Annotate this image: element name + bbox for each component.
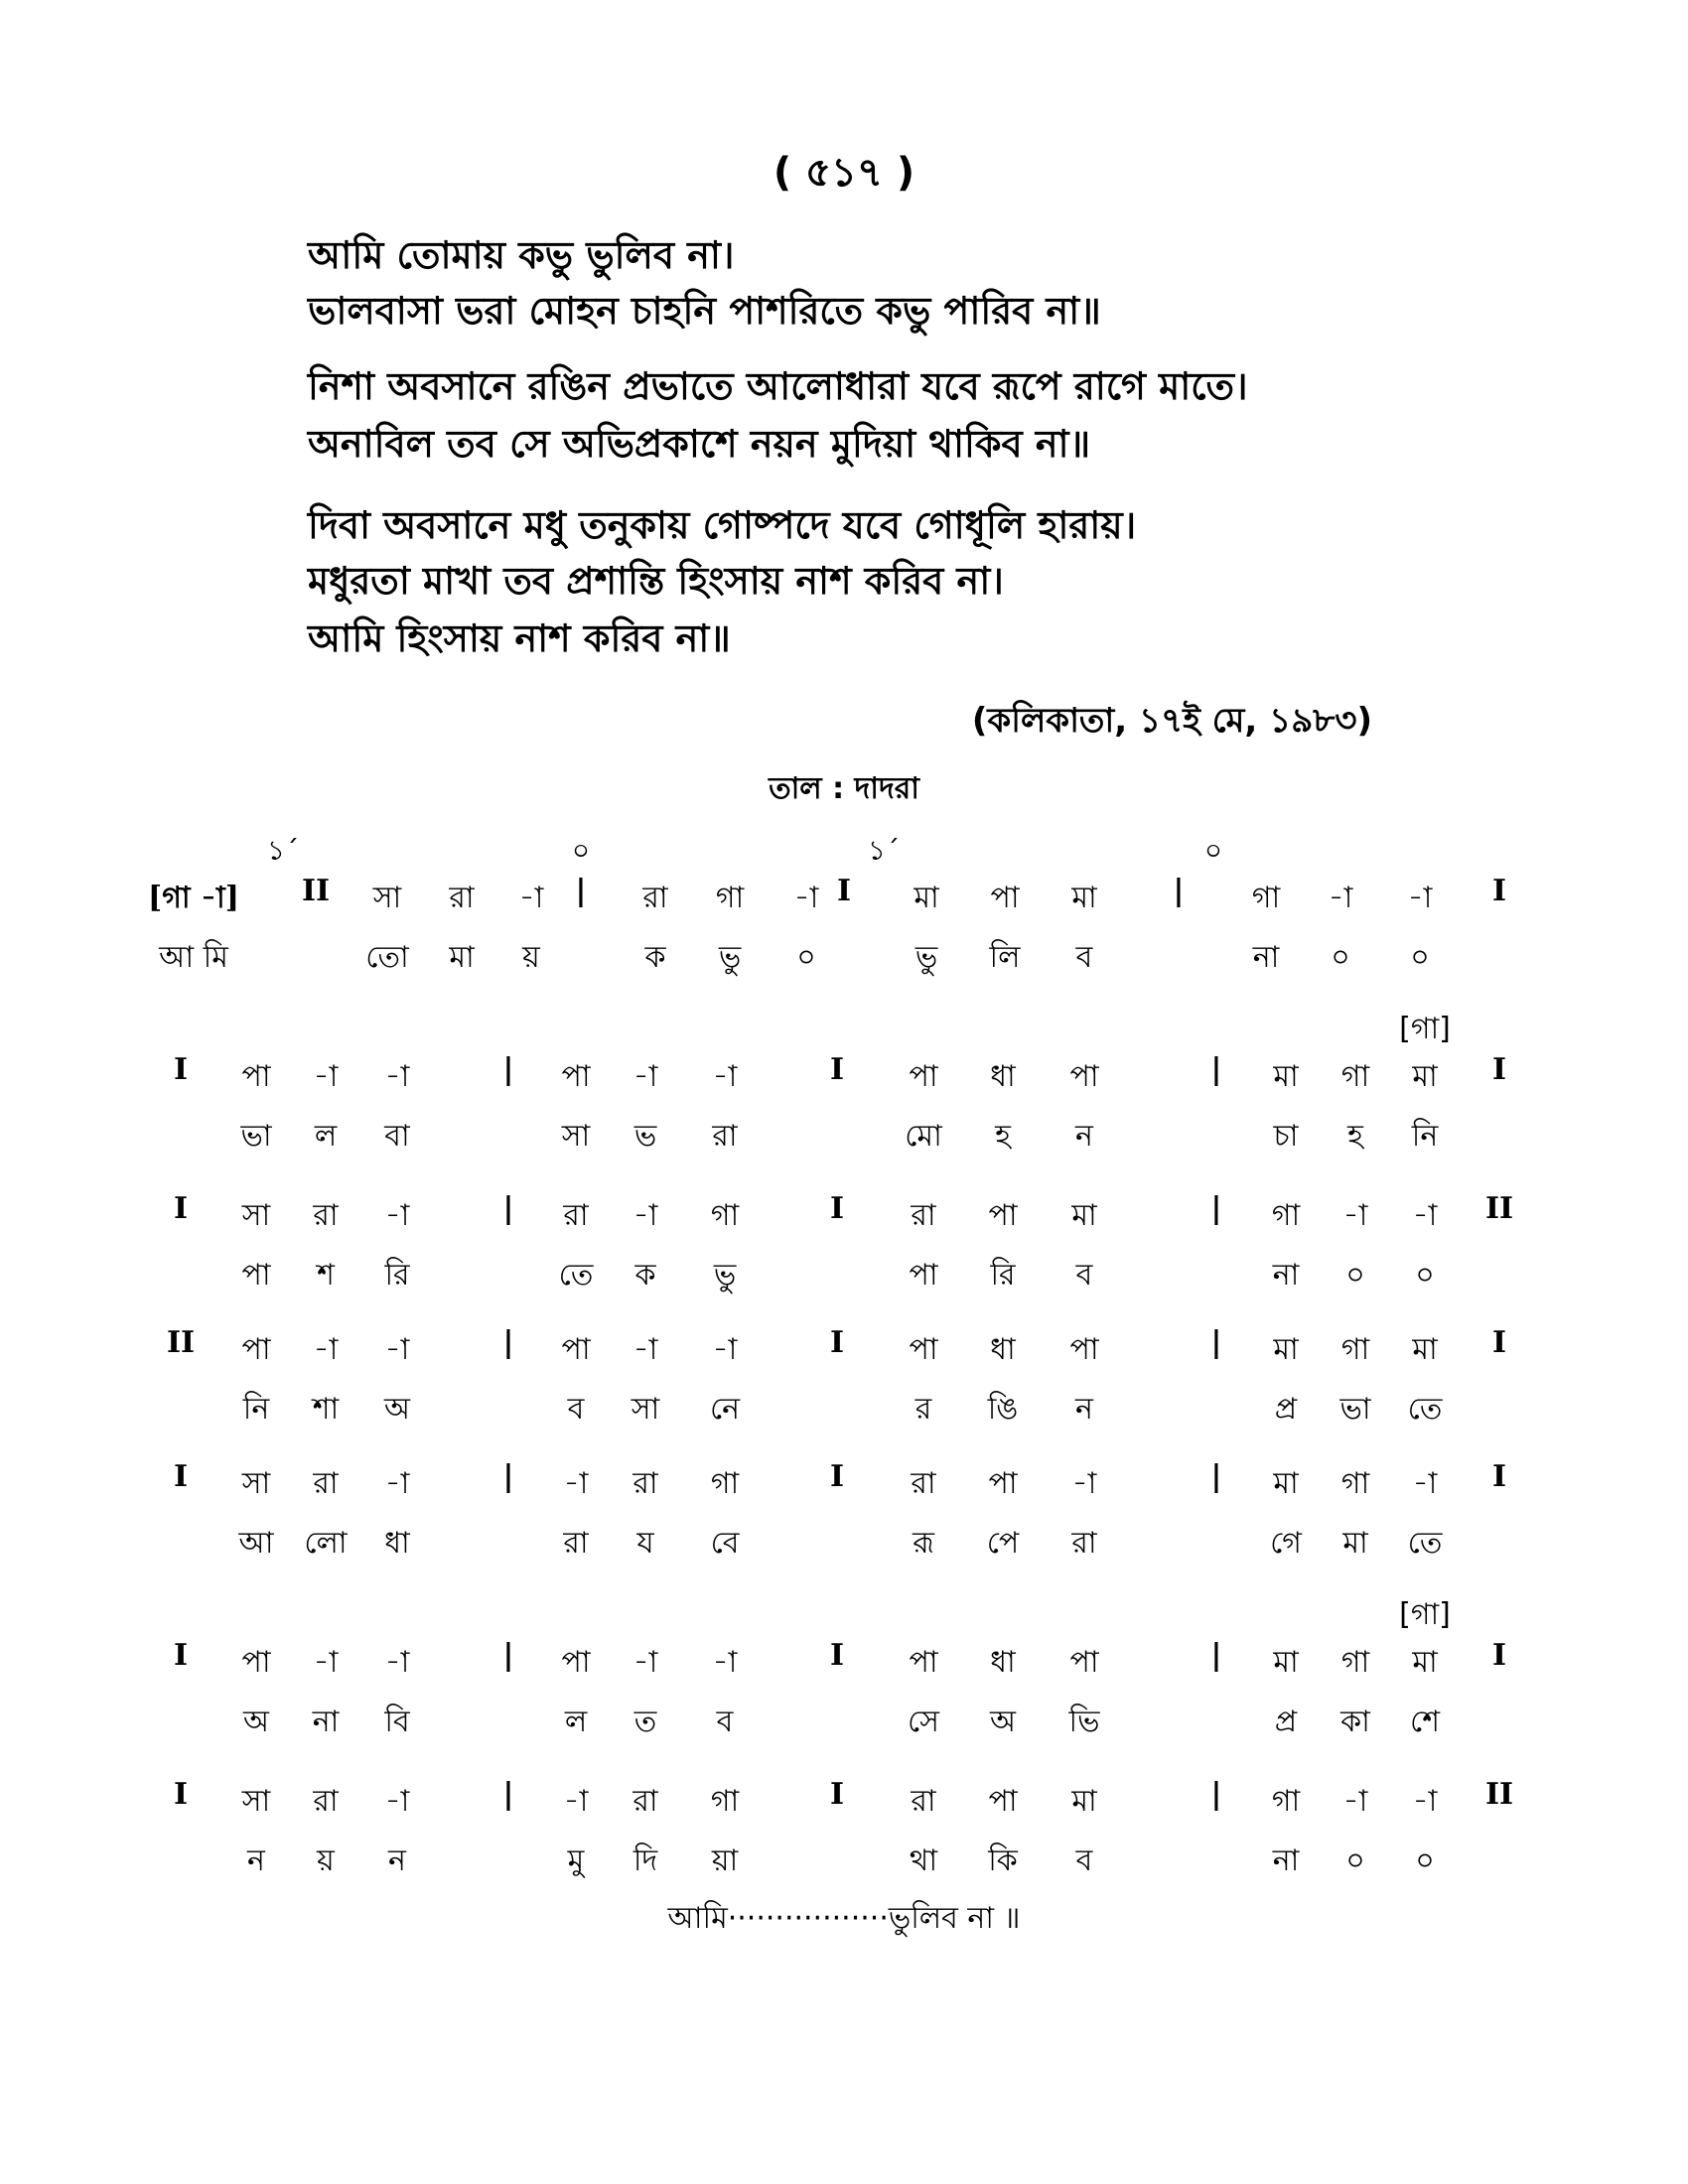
lyric-syllable: নে [709,1392,741,1427]
swara-note: রা [633,1466,658,1501]
closing-line [0,1894,1688,1945]
swara-note: -া [1342,1784,1368,1819]
bar-line: | [502,1325,514,1360]
bar-line: I [173,1638,189,1673]
lyric-syllable: সে [908,1705,939,1739]
swara-note: গা [715,881,745,915]
lyric-syllable: ভি [1068,1705,1100,1739]
lyric-syllable: ন [388,1843,406,1878]
swara-note: -া [633,1332,658,1367]
lyric-syllable: অ [990,1705,1016,1739]
lyric-syllable: ভা [240,1119,272,1154]
swara-note: মা [1273,1645,1299,1680]
lyric-syllable: শ [317,1258,335,1293]
lyric-syllable: সা [631,1392,660,1427]
swara-note: -া [793,881,819,915]
swara-note: গা [1271,1198,1301,1233]
lyric-syllable: প্র [1274,1392,1298,1427]
swara-note: -া [1071,1466,1097,1501]
bar-line: I [836,874,852,908]
lyric-syllable: না [1272,1258,1300,1293]
lyric-syllable: থা [909,1843,938,1878]
swara-note: গা [710,1466,740,1501]
swara-note: মা [1273,1059,1299,1094]
lyric-syllable: ০ [1415,1258,1435,1293]
lyric-syllable: কি [988,1843,1018,1878]
swara-note: গা [710,1784,740,1819]
swara-note: -া [384,1059,410,1094]
lyric-syllable: ব [1075,1843,1093,1878]
lyric-syllable: আ মি [159,940,228,975]
lyric-syllable: ভ [633,1119,657,1154]
lyric-syllable: ০ [1331,940,1350,975]
lyric-syllable: ব [1075,1258,1093,1293]
swara-note: মা [1273,1332,1299,1367]
lyric-syllable: নি [1411,1119,1439,1154]
lyric-syllable: ০ [1345,1258,1365,1293]
swara-note: রা [313,1198,339,1233]
beat-mark: ০ [571,834,591,867]
lyric-syllable: মা [1342,1526,1368,1561]
song-line: আমি তোমায় কভু ভুলিব না। [308,233,735,277]
swara-note: রা [313,1784,339,1819]
swara-note: পা [561,1059,591,1094]
lyric-syllable: মা [449,940,475,975]
swara-note: ধা [990,1059,1016,1094]
lyric-syllable: ভু [713,1258,737,1293]
swara-note: -া [563,1466,589,1501]
swara-note: গা [1251,881,1281,915]
swara-note: -া [1328,881,1353,915]
swara-note: রা [911,1784,936,1819]
swara-note: -া [712,1332,738,1367]
bar-line: II [301,874,331,908]
lyric-syllable: ০ [1345,1843,1365,1878]
swara-note: পা [988,1466,1018,1501]
swara-note: সা [241,1784,271,1819]
bar-line: I [1491,1459,1507,1494]
bar-line: I [829,1777,845,1812]
lyric-syllable: ন [1075,1119,1093,1154]
bar-line: | [1210,1638,1222,1673]
swara-note: -া [313,1332,339,1367]
swara-note: গা [1340,1466,1370,1501]
bar-line: I [1491,1325,1507,1360]
swara-note: -া [563,1784,589,1819]
swara-note: -া [712,1645,738,1680]
swara-note: -া [633,1645,658,1680]
attribution: (কলিকাতা, ১৭ই মে, ১৯৮৩) [971,701,1372,741]
swara-note: পা [241,1059,271,1094]
song-line: দিবা অবসানে মধু তনুকায় গোষ্পদে যবে গোধূলি হারায়। [308,503,1137,547]
song-line: মধুরতা মাখা তব প্রশান্তি হিংসায় নাশ করিব না। [308,559,1004,603]
bar-line: I [829,1325,845,1360]
lyric-syllable: রা [563,1526,589,1561]
lyric-syllable: ব [1075,940,1093,975]
lyric-syllable: না [1272,1843,1300,1878]
lyric-syllable: দি [633,1843,658,1878]
swara-note: পা [909,1332,938,1367]
bar-line: I [173,1459,189,1494]
lyric-syllable: শা [312,1392,340,1427]
swara-note: রা [449,881,475,915]
lyric-syllable: পে [986,1526,1020,1561]
lyric-syllable: ন [1075,1392,1093,1427]
lyric-syllable: রা [1071,1526,1097,1561]
lyric-syllable: চা [1273,1119,1299,1154]
bar-line: | [502,1459,514,1494]
bar-line: | [1173,874,1185,908]
bar-line: | [1210,1052,1222,1087]
lyric-syllable: ভা [1339,1392,1371,1427]
lyric-syllable: সা [561,1119,591,1154]
lyric-syllable: ভু [914,940,938,975]
swara-note: পা [241,1332,271,1367]
swara-note: ধা [990,1332,1016,1367]
swara-note: পা [1069,1645,1099,1680]
lyric-syllable: মো [905,1119,942,1154]
swara-note: রা [633,1784,658,1819]
swara-note: মা [1071,1784,1097,1819]
bar-line: I [829,1052,845,1087]
lyric-syllable: পা [241,1258,271,1293]
swara-note: ধা [990,1645,1016,1680]
lyric-syllable: য়া [711,1843,739,1878]
swara-note: পা [1069,1059,1099,1094]
lyric-syllable: ধা [384,1526,410,1561]
lyric-syllable: রা [712,1119,738,1154]
lyric-syllable: রূ [913,1526,934,1561]
swara-note: -া [313,1059,339,1094]
swara-note: -া [1407,881,1433,915]
bar-line: I [1491,1052,1507,1087]
beat-mark: ০ [1203,834,1223,867]
lyric-syllable: ত [633,1705,657,1739]
swara-note: -া [384,1332,410,1367]
swara-note: মা [914,881,939,915]
lyric-syllable: শে [1410,1705,1440,1739]
lyric-syllable: রি [384,1258,410,1293]
bar-line: II [1484,1191,1514,1226]
lyric-syllable: বি [384,1705,410,1739]
closing-end: ভুলিব না ॥ [888,1901,1021,1936]
bar-line: | [1210,1777,1222,1812]
bar-line: | [502,1638,514,1673]
lyric-syllable: ০ [1415,1843,1435,1878]
swara-annotation: [গা] [1399,1597,1451,1632]
song-line: ভালবাসা ভরা মোহন চাহনি পাশরিতে কভু পারিব না॥ [308,289,1101,333]
lyric-syllable: প্র [1274,1705,1298,1739]
closing-dots: ················· [727,1901,889,1936]
lyric-syllable: তে [1407,1392,1443,1427]
swara-note: মা [1412,1645,1438,1680]
bar-line: I [173,1777,189,1812]
swara-note: পা [990,881,1020,915]
swara-note: পা [1069,1332,1099,1367]
swara-note: পা [909,1645,938,1680]
bar-line: I [829,1459,845,1494]
lyric-syllable: ল [314,1119,338,1154]
lyric-syllable: য় [522,940,540,975]
swara-note: -া [1412,1198,1438,1233]
swara-note: পা [561,1645,591,1680]
lyric-syllable: তে [1407,1526,1443,1561]
swara-note: রা [563,1198,589,1233]
lyric-syllable: ০ [796,940,816,975]
lyric-syllable: রি [990,1258,1016,1293]
bar-line: I [173,1052,189,1087]
bar-line: | [502,1052,514,1087]
swara-note: -া [384,1645,410,1680]
bar-line: | [1210,1325,1222,1360]
swara-note: -া [1412,1466,1438,1501]
lyric-syllable: ঙি [987,1392,1019,1427]
bar-line: II [166,1325,196,1360]
lyric-syllable: অ [243,1705,269,1739]
swara-note: গা [1271,1784,1301,1819]
lyric-syllable: বা [384,1119,410,1154]
swara-note: -া [518,881,544,915]
taal-heading: তাল : দাদরা [769,771,919,806]
swara-note: -া [1412,1784,1438,1819]
bar-line: | [502,1777,514,1812]
swara-note: রা [911,1466,936,1501]
swara-note: সা [241,1466,271,1501]
lyric-syllable: না [1252,940,1280,975]
closing-start: আমি [667,1901,728,1936]
bar-line: | [575,874,587,908]
swara-note: সা [372,881,402,915]
lyric-syllable: না [312,1705,340,1739]
swara-note: -া [313,1645,339,1680]
swara-note: গা [1340,1059,1370,1094]
bar-line: I [1491,1638,1507,1673]
swara-note: গা [1340,1645,1370,1680]
lyric-syllable: য [636,1526,654,1561]
swara-note: -া [712,1059,738,1094]
swara-note: পা [988,1198,1018,1233]
swara-note: রা [642,881,668,915]
lyric-syllable: হ [995,1119,1011,1154]
swara-note: -া [384,1466,410,1501]
bar-line: | [502,1191,514,1226]
swara-note: -া [633,1059,658,1094]
bar-line: I [829,1638,845,1673]
lyric-syllable: তে [558,1258,594,1293]
swara-note: পা [909,1059,938,1094]
swara-note: গা [710,1198,740,1233]
lyric-syllable: য় [317,1843,335,1878]
swara-note: সা [241,1198,271,1233]
bar-line: I [1491,874,1507,908]
lyric-syllable: গে [1270,1526,1302,1561]
swara-note: গা [1340,1332,1370,1367]
bar-line: | [1210,1459,1222,1494]
bar-line: II [1484,1777,1514,1812]
lyric-syllable: পা [909,1258,938,1293]
lyric-syllable: হ [1347,1119,1363,1154]
swara-note: মা [1071,881,1097,915]
swara-note: -া [384,1198,410,1233]
lyric-syllable: অ [384,1392,410,1427]
lyric-syllable: ক [634,1258,656,1293]
lyric-syllable: বে [710,1526,740,1561]
lyric-syllable: কা [1340,1705,1370,1739]
swara-note: পা [561,1332,591,1367]
lyric-syllable: ব [567,1392,585,1427]
lyric-syllable: লি [989,940,1021,975]
swara-note: মা [1412,1059,1438,1094]
lyric-syllable: তো [365,940,409,975]
swara-note: পা [988,1784,1018,1819]
swara-note: -া [1342,1198,1368,1233]
bar-line: | [1210,1191,1222,1226]
swara-note: -া [633,1198,658,1233]
lyric-syllable: র [914,1392,932,1427]
swara-note: রা [911,1198,936,1233]
lyric-syllable: লো [304,1526,348,1561]
beat-mark: ১´ [266,834,300,867]
swara-note: মা [1071,1198,1097,1233]
bar-line: I [829,1191,845,1226]
lyric-syllable: ব [716,1705,734,1739]
lyric-syllable: ন [247,1843,265,1878]
song-line: আমি হিংসায় নাশ করিব না॥ [308,616,731,660]
song-line: অনাবিল তব সে অভিপ্রকাশে নয়ন মুদিয়া থাকিব না॥ [308,422,1091,466]
beat-mark: ১´ [867,834,901,867]
lyric-syllable: আ [238,1526,274,1561]
lyric-syllable: ০ [1410,940,1430,975]
lyric-syllable: ল [564,1705,588,1739]
lyric-syllable: মু [567,1843,585,1878]
swara-note: পা [241,1645,271,1680]
bar-line: I [173,1191,189,1226]
bar-line: [গা -া] [148,881,239,915]
swara-annotation: [গা] [1399,1012,1451,1046]
lyric-syllable: ভু [718,940,742,975]
swara-note: -া [384,1784,410,1819]
swara-note: মা [1273,1466,1299,1501]
lyric-syllable: নি [242,1392,270,1427]
swara-note: মা [1412,1332,1438,1367]
song-line: নিশা অবসানে রঙিন প্রভাতে আলোধারা যবে রূপে রাগে মাতে। [308,364,1248,408]
lyric-syllable: ক [644,940,666,975]
swara-note: রা [313,1466,339,1501]
page-number: ( ৫১৭ ) [773,150,915,196]
